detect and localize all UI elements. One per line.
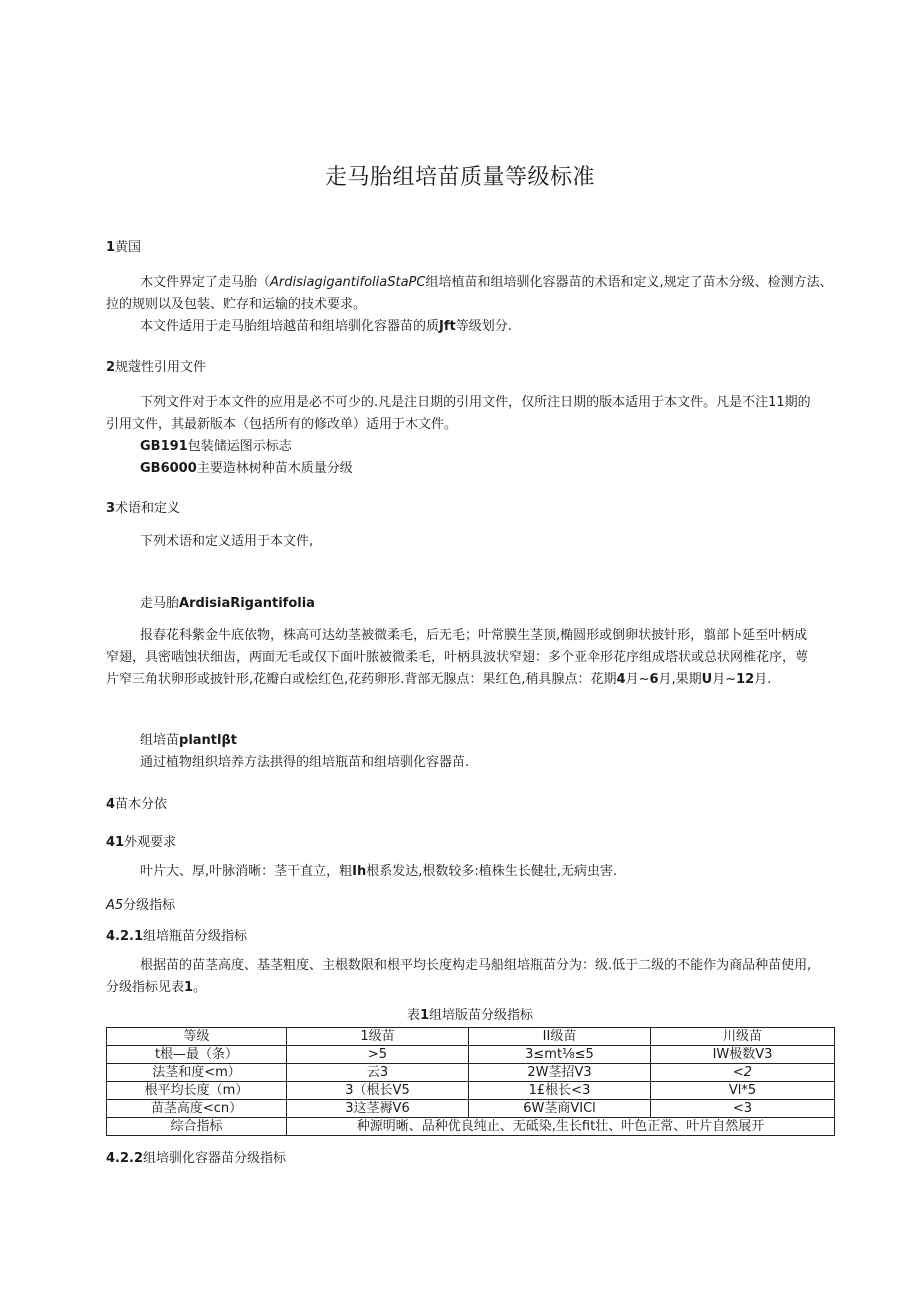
table-header-cell: II级苗 <box>469 1028 651 1046</box>
section-1-para-2: 本文件适用于走马胎组培越苗和组培驯化容器苗的质Jft等级划分. <box>140 319 512 334</box>
table-row <box>107 1046 835 1064</box>
term-1-title: 走马胎ArdisiaRigantifolia <box>140 596 315 611</box>
document-title: 走马胎组培苗质量等级标准 <box>324 165 595 190</box>
section-4-2-1-text-line-1: 根据苗的苗茎高度、基茎粗度、主根数限和根平均长度构走马船组培瓶苗分为：级.低于二级的不能作为商品种苗使用, <box>140 958 812 973</box>
table-cell: 2W茎招V3 <box>469 1064 651 1082</box>
table-row <box>107 1064 835 1082</box>
section-4-1-heading: 41外观要求 <box>106 835 177 850</box>
table-cell: <2 <box>651 1064 835 1082</box>
section-2-heading: 2规蔻性引用文件 <box>106 360 207 375</box>
section-4-2-1-heading: 4.2.1组培瓶苗分级指标 <box>106 929 248 944</box>
section-4-1-text: 叶片大、厚,叶脉消晰：茎干直立，粗Ih根系发达,根数较多:植株生长健壮,无病虫害. <box>140 864 618 879</box>
section-3-intro: 下列术语和定义适用于本文件, <box>140 534 314 549</box>
table-row <box>107 1100 835 1118</box>
reference-gb191: GB191包装储运图示标志 <box>140 439 292 454</box>
table-cell: Vl*5 <box>651 1082 835 1100</box>
term-2-title: 组培苗plantlβt <box>140 733 237 748</box>
table-row <box>107 1082 835 1100</box>
table-cell: 3≤mt⅛≤5 <box>469 1046 651 1064</box>
table-cell: 3（根长V5 <box>287 1082 469 1100</box>
term-1-definition-line-2: 窄翅，具密啮蚀状细齿，两面无毛或仅下面叶脓被微柔毛，叶柄具波状窄翅：多个亚伞形花序组成塔状或总状网椎花序，萼 <box>106 650 809 665</box>
table-1-caption: 表1组培版苗分级指标 <box>406 1008 534 1023</box>
section-2-para-line-1: 下列文件对于本文件的应用是必不可少的.凡是注日期的引用文件，仅所注日期的版本适用于本文件。凡是不注11期的 <box>140 395 811 410</box>
reference-gb6000: GB6000主要造林树种苗木质量分级 <box>140 461 353 476</box>
table-header-cell: 等级 <box>107 1028 287 1046</box>
table-cell: 综合指标 <box>107 1118 287 1136</box>
term-1-definition-line-1: 报春花科紫金牛底依物，株高可达幼茎被微柔毛，后无毛；叶常膜生茎顶,椭圆形或倒卵状披针形，翦部卜延至叶柄成 <box>140 628 808 643</box>
table-cell: t根—最（条） <box>107 1046 287 1064</box>
table-cell-merged: 种源明晰、品种优良纯止、无砥染,生长fit壮、叶色正常、叶片自然展开 <box>287 1118 835 1136</box>
table-cell: IW极数V3 <box>651 1046 835 1064</box>
section-1-heading: 1黄国 <box>106 240 142 255</box>
table-cell: 法茎和度<m） <box>107 1064 287 1082</box>
section-4-2-2-heading: 4.2.2组培驯化容器苗分级指标 <box>106 1151 287 1166</box>
table-header-row <box>107 1028 835 1046</box>
table-header-cell: 1级苗 <box>287 1028 469 1046</box>
table-cell: >5 <box>287 1046 469 1064</box>
section-4-2-heading: A5分级指标 <box>106 898 176 913</box>
table-cell: 云3 <box>287 1064 469 1082</box>
table-row <box>107 1118 835 1136</box>
section-1-para-1-line-1: 木文件界定了走马胎（ArdisiagigantifoliaStaPC组培植苗和组培驯化容器苗的术语和定义,规定了苗木分级、检测方法、 <box>140 275 833 290</box>
section-3-heading: 3术语和定义 <box>106 501 181 516</box>
term-2-definition: 通过植物组织培养方法拱得的组培瓶苗和组培驯化容器苗. <box>140 755 470 770</box>
table-cell: 苗茎高度<cn） <box>107 1100 287 1118</box>
table-cell: <3 <box>651 1100 835 1118</box>
table-cell: 1£根长<3 <box>469 1082 651 1100</box>
section-4-heading: 4苗木分依 <box>106 797 168 812</box>
section-2-para-line-2: 引用文件，其最新版本（包括所有的修改单）适用于木文件。 <box>106 417 458 432</box>
section-4-2-1-text-line-2: 分级指标见表1。 <box>106 980 207 995</box>
table-cell: 根平均长度（m） <box>107 1082 287 1100</box>
term-1-definition-line-3: 片窄三角状卵形或披针形,花瓣白或桧红色,花药卵形.背部无腺点：果红色,稍具腺点：花期4月~6月,果期U月~12月. <box>106 672 772 687</box>
grading-table <box>106 1027 835 1136</box>
table-cell: 3这茎褥V6 <box>287 1100 469 1118</box>
table-header-cell: 川级苗 <box>651 1028 835 1046</box>
table-cell: 6W茎商VICl <box>469 1100 651 1118</box>
section-1-para-1-line-2: 拉的规则以及包装、贮存和运输的技术要求。 <box>106 297 367 312</box>
